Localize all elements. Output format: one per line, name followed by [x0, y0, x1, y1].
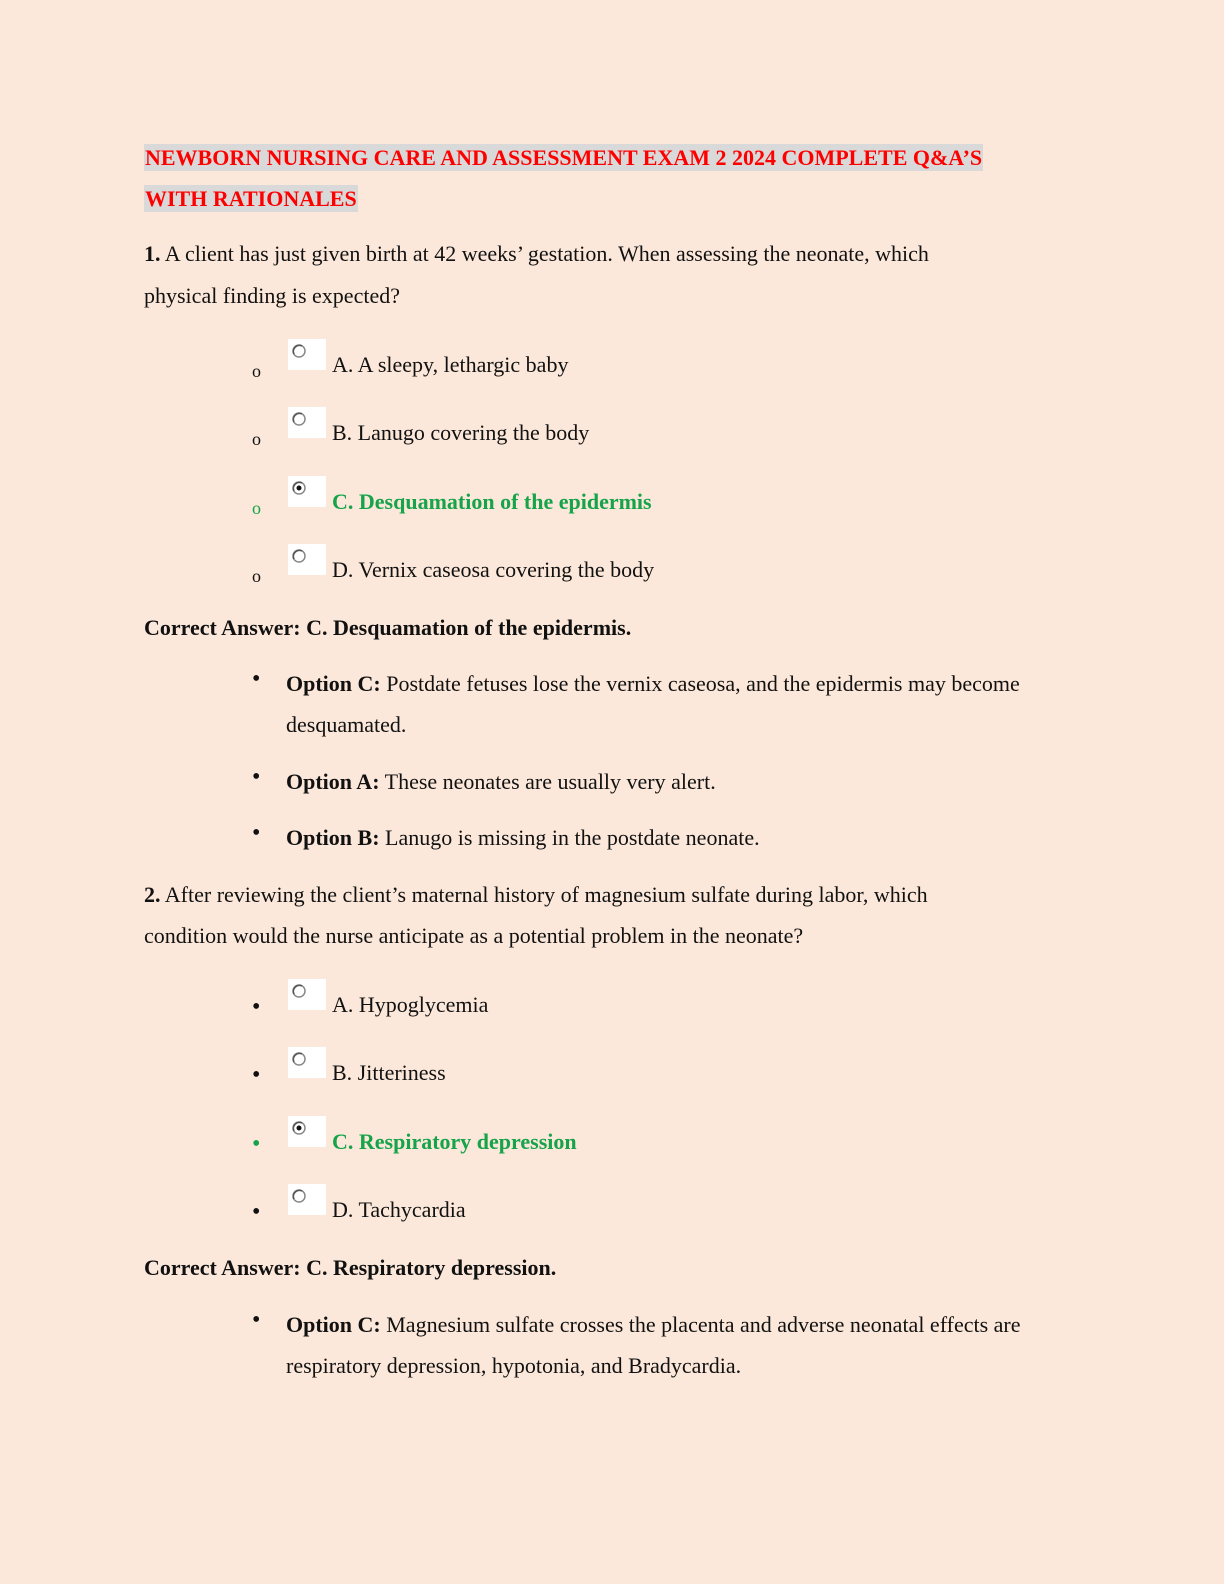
option-label: C. Desquamation of the epidermis	[332, 489, 652, 514]
radio-empty-icon	[291, 1051, 307, 1067]
rationale-label: Option C:	[286, 1312, 381, 1337]
list-marker: •	[252, 1062, 261, 1088]
list-marker: •	[252, 994, 261, 1020]
question-2-line2: condition would the nurse anticipate as a potential problem in the neonate?	[144, 923, 804, 948]
question-1-line1: A client has just given birth at 42 weeks’ gestation. When assessing the neonate, which	[160, 241, 929, 266]
rationale-text: Lanugo is missing in the postdate neonate.	[379, 825, 760, 850]
q2-option-a[interactable]	[252, 979, 1052, 1019]
radio-selected-icon	[291, 1120, 307, 1136]
question-2-text	[144, 881, 928, 909]
q1-option-c-correct[interactable]	[252, 476, 1052, 516]
q2-option-d[interactable]	[252, 1184, 1052, 1224]
rationale-label: Option A:	[286, 769, 380, 794]
radio-button-selected[interactable]	[288, 1116, 326, 1147]
q2-option-b[interactable]	[252, 1047, 1052, 1087]
radio-button-unselected[interactable]	[288, 544, 326, 575]
question-2-number: 2.	[144, 882, 161, 907]
q1-option-b[interactable]	[252, 407, 1052, 447]
option-label: A. A sleepy, lethargic baby	[332, 352, 569, 377]
list-marker: o	[252, 429, 261, 449]
rationale-label: Option B:	[286, 825, 380, 850]
radio-button-unselected[interactable]	[288, 979, 326, 1010]
radio-empty-icon	[291, 983, 307, 999]
document-title-line2: WITH RATIONALES	[145, 186, 357, 211]
radio-empty-icon	[291, 343, 307, 359]
list-marker: •	[252, 1199, 261, 1225]
option-label: B. Jitteriness	[332, 1060, 446, 1085]
rationale-text: These neonates are usually very alert.	[379, 769, 716, 794]
q1-option-a[interactable]	[252, 339, 1052, 379]
q2-correct-answer: Correct Answer: C. Respiratory depression.	[144, 1255, 557, 1280]
rationale-label: Option C:	[286, 671, 381, 696]
question-1-line2: physical finding is expected?	[144, 283, 400, 308]
option-label: D. Tachycardia	[332, 1197, 466, 1222]
list-marker: o	[252, 566, 261, 586]
q1-correct-answer: Correct Answer: C. Desquamation of the epidermis.	[144, 615, 632, 640]
radio-selected-icon	[291, 480, 307, 496]
radio-empty-icon	[291, 548, 307, 564]
option-label: C. Respiratory depression	[332, 1129, 577, 1154]
radio-empty-icon	[291, 411, 307, 427]
bullet-marker: •	[252, 764, 261, 790]
list-marker: o	[252, 498, 261, 518]
question-2-line1: After reviewing the client’s maternal history of magnesium sulfate during labor, which	[160, 882, 928, 907]
radio-button-selected[interactable]	[288, 476, 326, 507]
question-1-text	[144, 240, 929, 268]
radio-button-unselected[interactable]	[288, 1047, 326, 1078]
rationale-text: Magnesium sulfate crosses the placenta and adverse neonatal effects are respiratory depression, hypotonia, and Bradycardia.	[286, 1312, 1021, 1378]
radio-empty-icon	[291, 1188, 307, 1204]
q2-option-c-correct[interactable]	[252, 1116, 1052, 1156]
list-marker: o	[252, 361, 261, 381]
option-label: A. Hypoglycemia	[332, 992, 489, 1017]
list-marker: •	[252, 1131, 261, 1157]
document-title-line1: NEWBORN NURSING CARE AND ASSESSMENT EXAM 2 2024 COMPLETE Q&A’S	[145, 145, 983, 170]
rationale-text: Postdate fetuses lose the vernix caseosa, and the epidermis may become desquamated.	[286, 671, 1020, 737]
bullet-marker: •	[252, 820, 261, 846]
radio-button-unselected[interactable]	[288, 339, 326, 370]
radio-button-unselected[interactable]	[288, 1184, 326, 1215]
q1-option-d[interactable]	[252, 544, 1052, 584]
option-label: D. Vernix caseosa covering the body	[332, 557, 655, 582]
bullet-marker: •	[252, 1307, 261, 1333]
option-label: B. Lanugo covering the body	[332, 420, 590, 445]
radio-button-unselected[interactable]	[288, 407, 326, 438]
question-1-number: 1.	[144, 241, 161, 266]
bullet-marker: •	[252, 666, 261, 692]
